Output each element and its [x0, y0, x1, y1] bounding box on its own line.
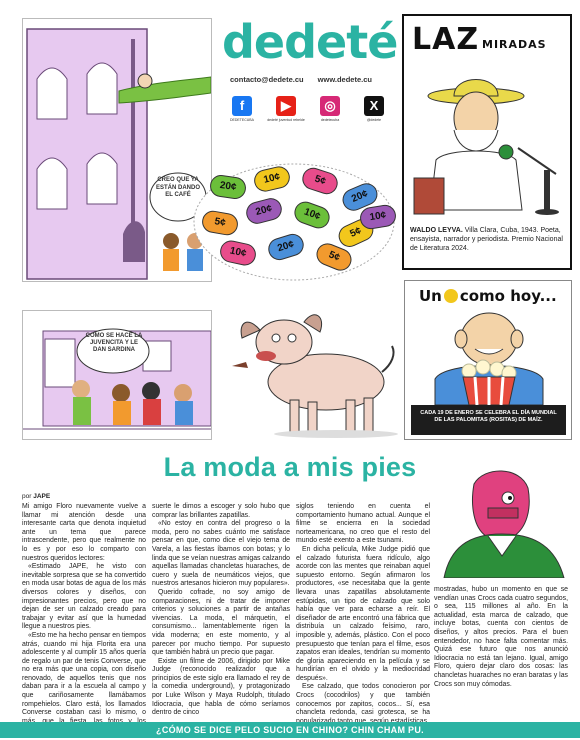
candy-label: 20¢ — [209, 174, 248, 201]
candy-label: 20¢ — [244, 196, 284, 227]
caption-name: WALDO LEYVA. — [410, 227, 463, 234]
lazmiradas-caption — [410, 226, 570, 253]
article-paragraph: siglos teniendo en cuenta el comportamiento humano actual. Aunque el filme se encierra en la sociedad norteamericana, no creo que el resto del mundo esté exento a este tsunami. — [296, 503, 430, 545]
popcorn-drawing — [405, 305, 572, 405]
candy-label: 10¢ — [291, 199, 332, 232]
article-paragraph: «Estimado JAPE, he visto con inevitable sorpresa que se ha convertido en moda usar botas de agua de los más diversos colores y diseños, con impresionantes precios, pero que no dejan de ser un calzado creado para trabajar y evitar así que la humedad llegue a nuestros pies. — [22, 563, 146, 631]
hoy-title-post: como hoy... — [459, 287, 557, 305]
social-caption: DEDETECUBA — [230, 118, 254, 122]
cafe-speech-bubble: CREO QUE YA ESTÁN DANDO EL CAFÉ — [155, 177, 200, 198]
cartoon-cafe — [22, 18, 212, 282]
lazmiradas-title: LAZ — [412, 22, 480, 57]
article-column-3 — [296, 503, 430, 718]
instagram-icon: ◎ — [320, 96, 340, 116]
cartoon-dog — [226, 300, 398, 442]
sardina-sign: COMO SE HACE LA JUVENCITA Y LE DAN SARDINA — [85, 333, 143, 354]
contact-email[interactable]: contacto@dedete.cu — [230, 75, 304, 84]
candy-label: 5¢ — [299, 165, 340, 197]
article-paragraph: En dicha película, Mike Judge pidió que el calzado futurista fuera ridículo, algo acorde con las mentes que reinaban aquel supuesto entorno. Según afirmaron los productores, «se necesitaba que la gente llevara unas zapatillas absolutamente estúpidas, un tipo de calzado que solo había que ver para echarse a reír. El diseñador de arte encontró una fábrica que distribuía un calzado feísimo, raro, imposible y, además, plástico. Con el poco presupuesto que tenían para el filme, esos zapatos eran ideales, tendrían su momento de gloria apareciendo en la película y se hundirían en el olvido y la mediocridad después». — [296, 545, 430, 682]
article-paragraph: «No estoy en contra del progreso o la moda, pero no sabes cuánto me satisface pensar en que, como dice el viejo tema de Varela, a las fiestas íbamos con botas; y lo linda que se veían nuestras amigas calzando aquellas llamadas chancletas huaraches, de cuero y suela de neumáticos viejos, que nuestros artesanos hicieron muy populares». — [152, 520, 290, 588]
cartoon-sardina-drawing — [23, 311, 212, 440]
article-author: JAPE — [33, 493, 51, 500]
candy-label: 10¢ — [359, 203, 398, 230]
dog-drawing — [226, 300, 398, 442]
article-headline: La moda a mis pies — [163, 452, 417, 482]
candy-label: 20¢ — [266, 231, 307, 263]
article-paragraph: Existe un filme de 2006, dirigido por Mike Judge (reconocido realizador que a principios de este siglo era llamado el rey de la comedia underground), y protagonizado por Luke Wilson y Maya Rudolph, titulado Idiocracia, que habla de cómo seríamos dentro de cinco — [152, 657, 290, 717]
youtube-icon: ▶ — [276, 96, 296, 116]
social-link-x[interactable] — [354, 96, 394, 122]
un-como-hoy-title — [419, 287, 557, 305]
x-icon: X — [364, 96, 384, 116]
lazmiradas-subtitle: MIRADAS — [482, 38, 547, 51]
candy-label: 10¢ — [252, 164, 292, 194]
article-column-4 — [434, 586, 568, 718]
article-column-2 — [152, 503, 290, 718]
lazmiradas-portrait — [406, 60, 572, 220]
social-caption: dedetecuba — [320, 118, 340, 122]
social-link-facebook[interactable] — [222, 96, 262, 122]
un-como-hoy-caption: CADA 19 DE ENERO SE CELEBRA EL DÍA MUNDIAL DE LAS PALOMITAS (ROSITAS) DE MAÍZ. — [411, 405, 566, 435]
article-paragraph: suerte le dimos a escoger y solo hubo que comprar las brillantes zapatillas. — [152, 503, 290, 519]
hoy-title-pre: Un — [419, 287, 442, 305]
byline-prefix: por — [22, 493, 34, 500]
cartoon-sardina — [22, 310, 212, 440]
caption-text: Villa Clara, Cuba, 1943. Poeta, ensayista, narrador y periodista. Premio Nacional de Literatura 2024. — [410, 227, 563, 252]
facebook-icon: f — [232, 96, 252, 116]
candy-label: 5¢ — [313, 240, 355, 274]
contact-website[interactable]: www.dedete.cu — [317, 75, 372, 84]
candy-label: 5¢ — [335, 215, 377, 250]
candy-label: 20¢ — [339, 180, 381, 214]
lazmiradas-box — [402, 14, 572, 270]
article-paragraph: Mi amigo Floro nuevamente vuelve a llamar mi atención desde una interesante carta que denota inquietud ante un tema que parece intrascendente, pero que realmente no lo es y por eso lo comparto con nuestros queridos lectores: — [22, 503, 146, 562]
article-paragraph: «Esto me ha hecho pensar en tiempos atrás, cuando mi hija Florita era una adolescente y al cumplir 15 años quería de regalo un par de tenis Converse, que no era más que una copia, con diseño renovado, de aquellos tenis que nos daban para ir a la escuela al campo y que cariñosamente llamábamos rompehielos. Claro está, los llamados Converse costaban casi lo mismo, o — [22, 631, 146, 717]
social-caption: dedeté juventud rebelde — [267, 118, 305, 122]
candy-group — [190, 160, 398, 284]
article-paragraph: mostradas, hubo un momento en que se vendían unas Crocs cada cuatro segundos, o sea, 115 millones al año. En la actualidad, esta marca de calzado, que incluye botas, cuenta con cientos de diseños, y altos precios. Para el buen entendedor, no hace falta comentar más. Quizá ese futuro que nos anunció Idiocracia no está tan lejano. Igual, amigo Floro, quiero dejar claro dos cosas: las chancletas huaraches no eran baratas y las Crocs son muy cómodas. — [434, 586, 568, 688]
footer-joke: ¿CÓMO SE DICE PELO SUCIO EN CHINO? CHIN CHAM PU. — [0, 722, 580, 738]
article-column-1 — [22, 503, 146, 718]
contact-line — [230, 75, 400, 84]
crocs-man-drawing — [434, 470, 572, 578]
social-caption: @dedete — [366, 118, 382, 122]
smiley-icon — [444, 289, 458, 303]
dedete-logo: dedeté — [222, 15, 398, 69]
article-byline — [22, 493, 50, 500]
candy-label: 10¢ — [218, 238, 258, 267]
cartoon-cafe-drawing — [23, 19, 212, 282]
article-paragraph: Ese calzado, que todos conocieron por Crocs (cocodrilos) y que también conocemos por zapitos, cocos... Sí, esa chancleta redonda, casi grotesca, se ha — [296, 683, 430, 717]
article-paragraph: Querido cofrade, no soy amigo de comparaciones, ni de tratar de imponer criterios y soluciones a partir de antañas vivencias. La moda, el márquetin, el consumismo... lamentablemente rigen la vida moderna; en este momento, y al parecer por mucho tiempo. Por supuesto que también habrá un precio que pagar. — [152, 588, 290, 657]
cartoon-candies — [190, 160, 398, 284]
un-como-hoy-box — [404, 280, 572, 440]
social-link-youtube[interactable] — [266, 96, 306, 122]
social-link-instagram[interactable] — [310, 96, 350, 122]
candy-label: 5¢ — [200, 209, 239, 237]
